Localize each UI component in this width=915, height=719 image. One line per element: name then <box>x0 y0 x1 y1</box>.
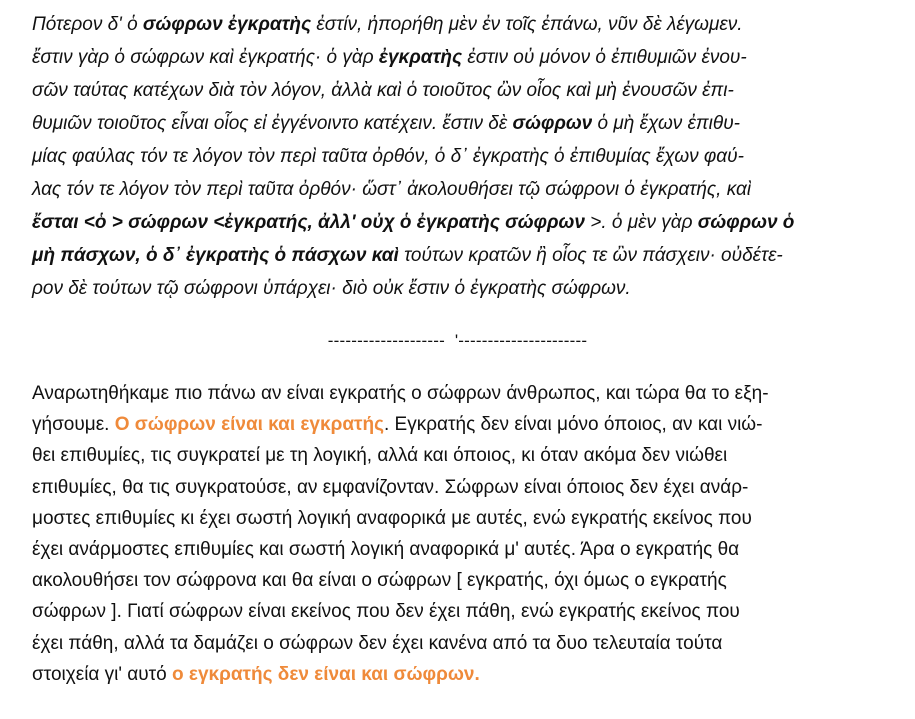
highlighted-text: Ο σώφρων είναι και εγκρατής <box>114 414 384 436</box>
text-line: μοστες επιθυμίες κι έχει σωστή λογική αναφορικά με αυτές, ενώ εγκρατής εκείνος που <box>32 507 752 529</box>
text-line <box>32 107 882 140</box>
text-run: ἐστιν οὐ μόνον ὁ ἐπιθυμιῶν ἐνου- <box>462 47 747 68</box>
text-line <box>32 206 882 239</box>
bold-text: σώφρων <box>512 113 593 134</box>
text-run: ἐστίν, ἠπορήθη μὲν ἐν τοῖς ἐπάνω, νῦν δὲ λέγωμεν. <box>311 14 743 35</box>
text-run: ὁ μὴ ἔχων ἐπιθυ- <box>592 113 740 134</box>
bold-text: σώφρων ὁ <box>697 212 795 233</box>
text-line <box>32 659 882 690</box>
text-run: τούτων κρατῶν ἢ οἷος τε ὢν πάσχειν· οὐδέτε- <box>398 245 783 266</box>
bold-text: μὴ πάσχων, ὁ δ᾿ ἐγκρατὴς ὁ πάσχων καὶ <box>32 245 399 266</box>
text-line: μίας φαύλας τόν τε λόγον τὸν περὶ ταῦτα ὀρθόν, ὁ δ᾿ ἐγκρατὴς ὁ ἐπιθυμίας ἔχων φαύ- <box>32 146 744 167</box>
text-run: >. ὁ μὲν γὰρ <box>584 212 698 233</box>
bold-text: ἐγκρατὴς <box>378 47 463 68</box>
text-line: Αναρωτηθήκαμε πιο πάνω αν είναι εγκρατής ο σώφρων άνθρωπος, και τώρα θα το εξη- <box>32 383 769 404</box>
text-run: . Εγκρατής δεν είναι μόνο όποιος, αν και νιώ- <box>383 414 763 436</box>
ancient-greek-paragraph <box>32 8 882 305</box>
section-separator: -------------------- '---------------------- <box>327 331 588 350</box>
text-line: ακολουθήσει τον σώφρονα και θα είναι ο σώφρων [ εγκρατής, όχι όμως ο εγκρατής <box>32 570 727 592</box>
text-line: θει επιθυμίες, τις συγκρατεί με τη λογική, αλλά και όποιος, κι όταν ακόμα δεν νιώθει <box>32 445 728 467</box>
text-run: Πότερον δ' ὁ <box>32 14 143 35</box>
text-line: ρον δὲ τούτων τῷ σώφρονι ὑπάρχει· διὸ οὐκ ἔστιν ὁ ἐγκρατὴς σώφρων. <box>32 278 631 299</box>
text-line: έχει πάθη, αλλά τα δαμάζει ο σώφρων δεν έχει κανένα από τα δυο τελευταία τούτα <box>32 632 723 654</box>
text-line <box>32 41 882 74</box>
text-line <box>32 8 882 41</box>
text-line <box>32 409 882 440</box>
text-line: λας τόν τε λόγον τὸν περὶ ταῦτα ὀρθόν· ὥστ᾿ ἀκολουθήσει τῷ σώφρονι ὁ ἐγκρατής, καὶ <box>32 179 752 200</box>
text-line: έχει ανάρμοστες επιθυμίες και σωστή λογική αναφορικά μ' αυτές. Άρα ο εγκρατής θα <box>32 538 740 560</box>
modern-greek-translation <box>32 378 882 690</box>
bold-text: σώφρων ἐγκρατὴς <box>142 14 312 35</box>
highlighted-text: ο εγκρατής δεν είναι και σώφρων. <box>172 663 480 685</box>
text-run: στοιχεία γι' αυτό <box>32 663 173 685</box>
text-line <box>32 239 882 272</box>
text-line: σώφρων ]. Γιατί σώφρων είναι εκείνος που δεν έχει πάθη, ενώ εγκρατής εκείνος που <box>32 601 740 623</box>
text-line: σῶν ταύτας κατέχων διὰ τὸν λόγον, ἀλλὰ καὶ ὁ τοιοῦτος ὢν οἷος καὶ μὴ ἐνουσῶν ἐπι- <box>32 80 734 101</box>
text-run: γήσουμε. <box>32 414 115 436</box>
text-line: επιθυμίες, θα τις συγκρατούσε, αν εμφανίζονταν. Σώφρων είναι όποιος δεν έχει ανάρ- <box>32 476 749 498</box>
text-run: ἔστιν γὰρ ὁ σώφρων καὶ ἐγκρατής· ὁ γὰρ <box>32 47 379 68</box>
text-run: θυμιῶν τοιοῦτος εἶναι οἷος εἰ ἐγγένοιντο κατέχειν. ἔστιν δὲ <box>32 113 513 134</box>
bold-text: ἔσται <ὁ > σώφρων <ἐγκρατής, ἀλλ' οὐχ ὁ ἐγκρατὴς σώφρων <box>32 212 585 233</box>
